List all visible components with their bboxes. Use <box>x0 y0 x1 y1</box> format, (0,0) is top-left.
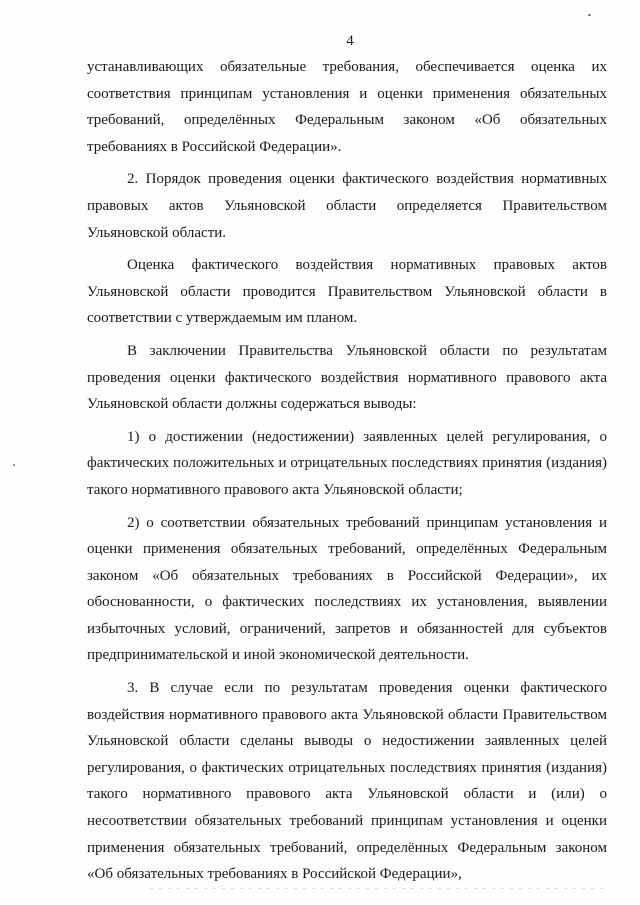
paragraph-subitem-1: 1) о достижении (недостижении) заявленных целей регулирования, о фактических положительных и отрицательных последствиях принятия (издания) такого нормативного правового акта Ульяновской области; <box>87 428 607 498</box>
scan-noise <box>150 888 610 889</box>
paragraph-item-2: 2. Порядок проведения оценки фактического воздействия нормативных правовых актов Ульяновской области определяется Правительством Ульяновской области. <box>87 171 607 241</box>
scan-speck <box>588 14 591 16</box>
paragraph-assessment-plan: Оценка фактического воздействия нормативных правовых актов Ульяновской области проводится Правительством Ульяновской области в соответствии с утверждаемым им планом. <box>87 257 607 327</box>
paragraph-item-3: 3. В случае если по результатам проведения оценки фактического воздействия нормативного правового акта Ульяновской области Правительством Ульяновской области сделаны выводы о недостижении заявленных целей регулирования, о фактических отрицательных последствиях принятия (издания) такого нормативного правового акта Ульяновской области и (или) о несоответствии обязательных требований принципам установления и оценки применения обязательных требований, определённых Федеральным законом «Об обязательных требованиях в Российской Федерации», <box>87 680 607 883</box>
paragraph-subitem-2: 2) о соответствии обязательных требований принципам установления и оценки применения обязательных требований, определённых Федеральным законом «Об обязательных требованиях в Российской Федерации», их обоснованности, о фактических последствиях их установления, выявлении избыточных условий, ограничений, запретов и обязанностей для субъектов предпринимательской и иной экономической деятельности. <box>87 514 607 664</box>
page-number: 4 <box>346 33 354 49</box>
document-body <box>87 54 607 888</box>
scan-speck <box>13 464 15 466</box>
paragraph-conclusion-intro: В заключении Правительства Ульяновской области по результатам проведения оценки фактического воздействия нормативного правового акта Ульяновской области должны содержаться выводы: <box>87 342 607 413</box>
paragraph-continuation: устанавливающих обязательные требования, обеспечивается оценка их соответствия принципам установления и оценки применения обязательных требований, определённых Федеральным законом «Об обязательных требованиях в Российской Федерации». <box>87 59 607 155</box>
